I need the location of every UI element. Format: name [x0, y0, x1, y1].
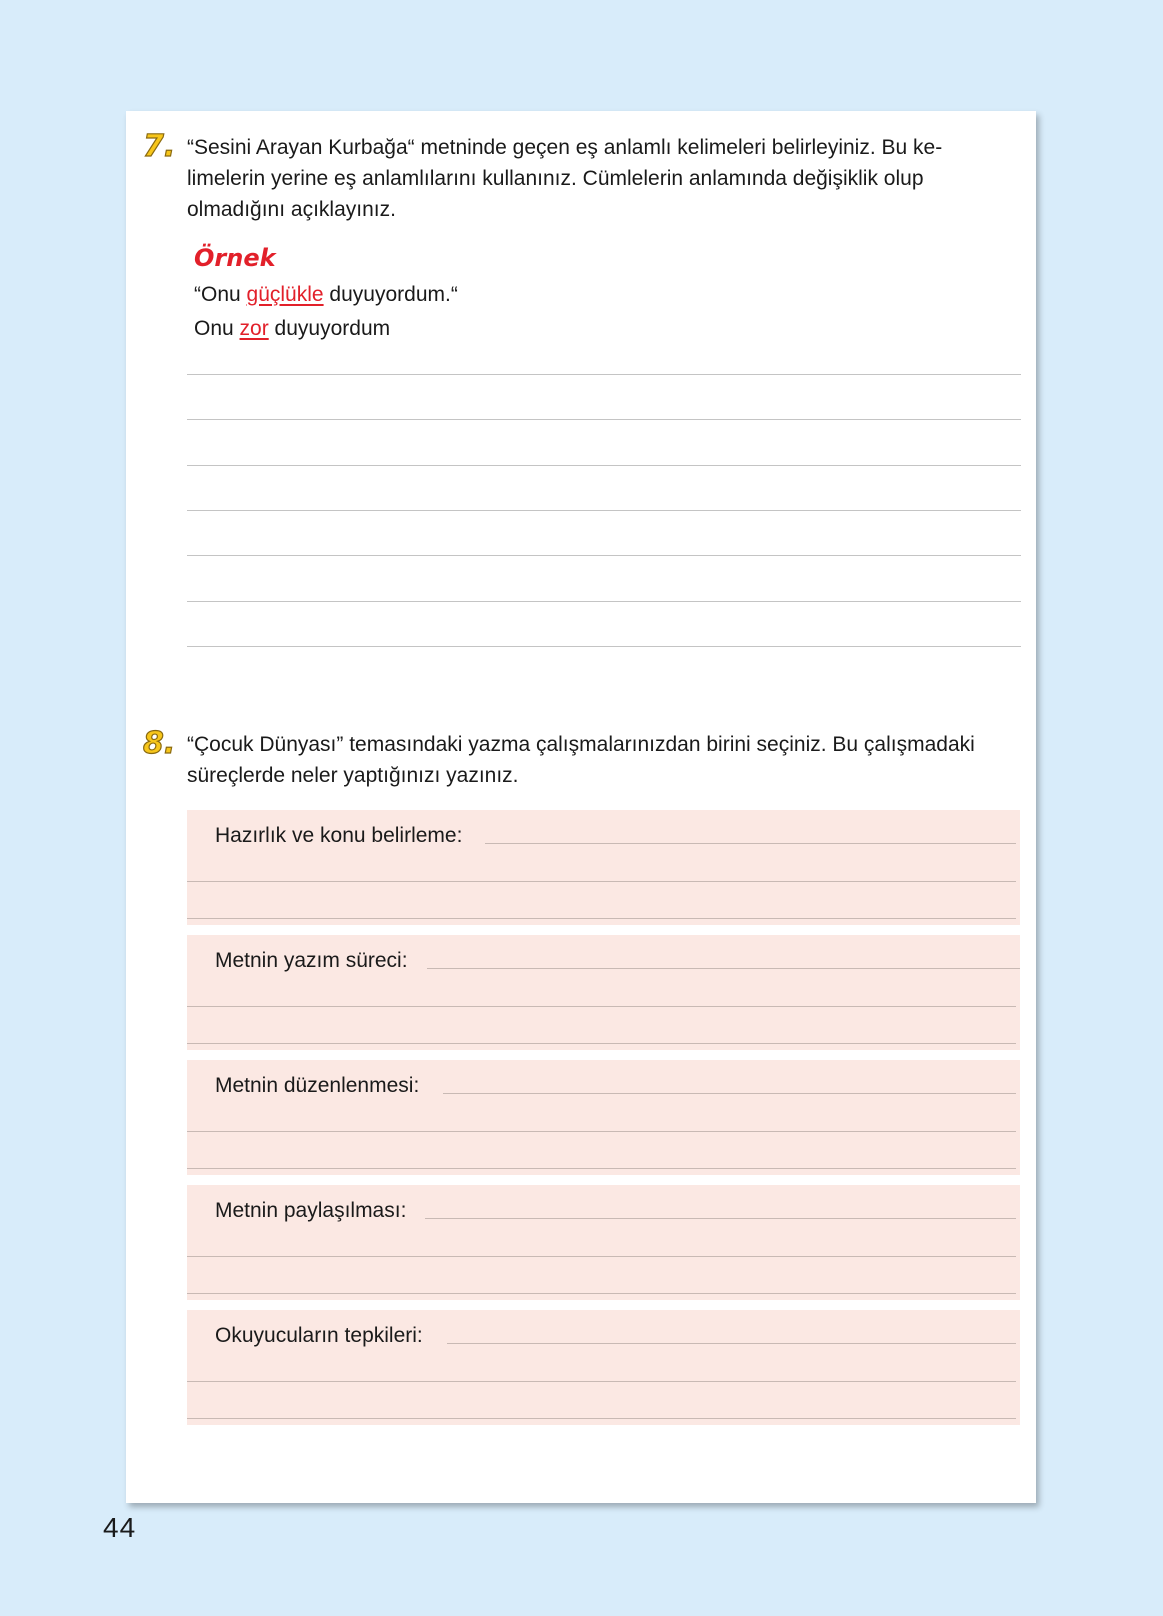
box-fill-line[interactable]	[425, 1218, 1016, 1219]
question-8-number: 8.	[143, 726, 176, 761]
box-label: Metnin paylaşılması:	[215, 1199, 407, 1222]
box-line[interactable]	[187, 1043, 1016, 1044]
question-8-line: “Çocuk Dünyası” temasındaki yazma çalışmalarınızdan birini seçiniz. Bu çalışmadaki	[187, 733, 975, 756]
example-highlight-word: güçlükle	[246, 283, 324, 306]
example-sentence-rewritten	[194, 314, 390, 344]
answer-line[interactable]	[187, 374, 1021, 375]
example-highlight-word: zor	[239, 317, 269, 340]
box-line[interactable]	[187, 1168, 1016, 1169]
writing-box-drafting[interactable]	[187, 935, 1020, 1050]
writing-box-sharing[interactable]	[187, 1185, 1020, 1300]
box-label: Okuyucuların tepkileri:	[215, 1324, 423, 1347]
writing-box-reader-reactions[interactable]	[187, 1310, 1020, 1425]
example-text: duyuyordum.“	[323, 283, 458, 306]
example-text: Onu	[194, 317, 240, 340]
box-line[interactable]	[187, 1293, 1016, 1294]
box-fill-line[interactable]	[485, 843, 1016, 844]
box-line[interactable]	[187, 1418, 1016, 1419]
example-sentence-original	[194, 280, 458, 310]
example-text: duyuyordum	[268, 317, 391, 340]
page-number: 44	[103, 1512, 137, 1543]
question-8-line: süreçlerde neler yaptığınızı yazınız.	[187, 764, 519, 787]
box-line[interactable]	[187, 881, 1016, 882]
box-label: Hazırlık ve konu belirleme:	[215, 824, 463, 847]
box-label: Metnin düzenlenmesi:	[215, 1074, 420, 1097]
answer-line[interactable]	[187, 465, 1021, 466]
example-text: “Onu	[194, 283, 247, 306]
writing-box-preparation[interactable]	[187, 810, 1020, 925]
box-label: Metnin yazım süreci:	[215, 949, 408, 972]
answer-line[interactable]	[187, 601, 1021, 602]
question-7-line: “Sesini Arayan Kurbağa“ metninde geçen eş anlamlı kelimeleri belirleyiniz. Bu ke-	[187, 136, 943, 159]
writing-box-revision[interactable]	[187, 1060, 1020, 1175]
question-7-text	[187, 132, 942, 225]
answer-line[interactable]	[187, 419, 1021, 420]
box-fill-line[interactable]	[443, 1093, 1016, 1094]
question-7-line: limelerin yerine eş anlamlılarını kullanınız. Cümlelerin anlamında değişiklik olup	[187, 167, 924, 190]
box-line[interactable]	[187, 1006, 1016, 1007]
box-line[interactable]	[187, 1131, 1016, 1132]
question-8-text	[187, 729, 975, 791]
box-line[interactable]	[187, 1256, 1016, 1257]
question-7-line: olmadığını açıklayınız.	[187, 198, 396, 221]
answer-line[interactable]	[187, 646, 1021, 647]
answer-line[interactable]	[187, 510, 1021, 511]
example-title: Örnek	[194, 244, 276, 272]
box-line[interactable]	[187, 1381, 1016, 1382]
box-fill-line[interactable]	[447, 1343, 1016, 1344]
box-fill-line[interactable]	[427, 968, 1020, 969]
answer-line[interactable]	[187, 555, 1021, 556]
box-line[interactable]	[187, 918, 1016, 919]
question-7-number: 7.	[143, 129, 176, 164]
